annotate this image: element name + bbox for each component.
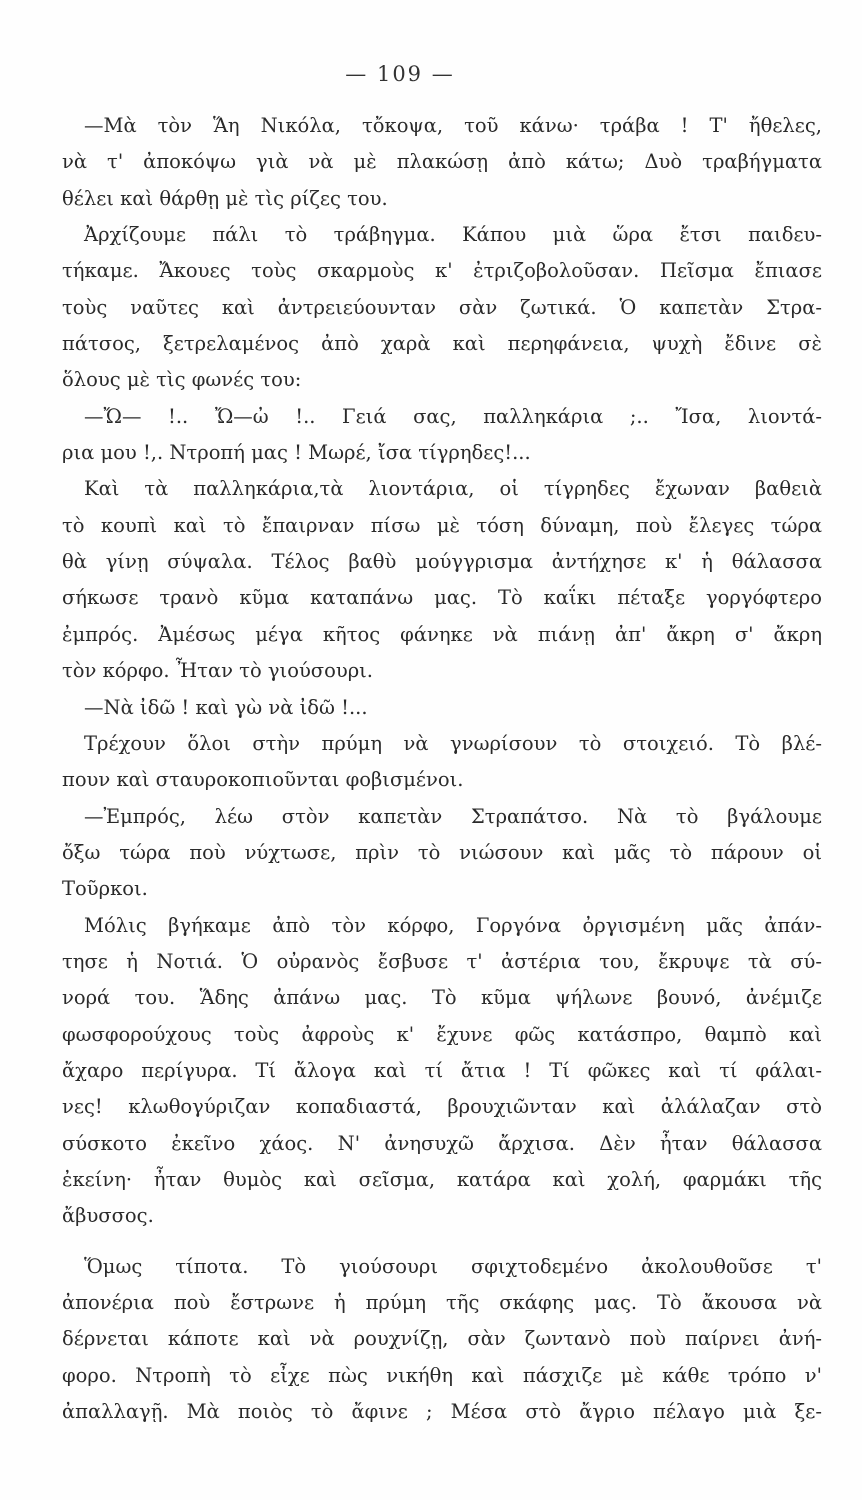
text-line: Καὶ τὰ παλληκάρια,τὰ λιοντάρια, οἱ τίγρηδες ἔχωναν βαθειὰ bbox=[84, 477, 822, 501]
text-line: ἀπαλλαγῇ. Μὰ ποιὸς τὸ ἄφινε ; Μέσα στὸ ἄγριο πέλαγο μιὰ ξε- bbox=[62, 1400, 822, 1424]
text-line: θὰ γίνῃ σύψαλα. Τέλος βαθὺ μούγγρισμα ἀντήχησε κ' ἡ θάλασσα bbox=[62, 550, 822, 574]
text-line: Ὅμως τίποτα. Τὸ γιούσουρι σφιχτοδεμένο ἀκολουθοῦσε τ' bbox=[84, 1254, 822, 1278]
text-line: —Νὰ ἰδῶ ! καὶ γὼ νὰ ἰδῶ !... bbox=[84, 695, 368, 719]
text-line: ἄβυσσος. bbox=[62, 1204, 154, 1228]
text-line: Ἀρχίζουμε πάλι τὸ τράβηγμα. Κάπου μιὰ ὥρα ἔτσι παιδευ- bbox=[84, 223, 822, 247]
text-line: ἀπονέρια ποὺ ἔστρωνε ἡ πρύμη τῆς σκάφης μας. Τὸ ἄκουσα νὰ bbox=[62, 1291, 822, 1314]
text-line: πουν καὶ σταυροκοπιοῦνται φοβισμένοι. bbox=[62, 768, 464, 792]
text-line: —Μὰ τὸν Ἅη Νικόλα, τὄκοψα, τοῦ κάνω· τράβα ! Τ' ἤθελες, bbox=[84, 114, 822, 137]
text-line: τὸ κουπὶ καὶ τὸ ἔπαιρναν πίσω μὲ τόση δύναμη, ποὺ ἔλεγες τώρα bbox=[62, 513, 822, 537]
text-line: —Ἐμπρός, λέω στὸν καπετὰν Στραπάτσο. Νὰ τὸ βγάλουμε bbox=[84, 804, 822, 828]
text-line: ὅλους μὲ τὶς φωνές του: bbox=[62, 368, 302, 392]
paragraph-gap bbox=[62, 1235, 822, 1249]
page-number: — 109 — bbox=[345, 62, 455, 86]
text-line: Μόλις βγήκαμε ἀπὸ τὸν κόρφο, Γοργόνα ὀργισμένη μᾶς ἀπάν- bbox=[84, 913, 822, 937]
text-line: τοὺς ναῦτες καὶ ἀντρειεύουνταν σὰν ζωτικά. Ὁ καπετὰν Στρα- bbox=[62, 295, 822, 319]
text-line: ἐμπρός. Ἀμέσως μέγα κῆτος φάνηκε νὰ πιάνῃ ἀπ' ἄκρη σ' ἄκρη bbox=[62, 622, 822, 646]
text-line: πάτσος, ξετρελαμένος ἀπὸ χαρὰ καὶ περηφάνεια, ψυχὴ ἔδινε σὲ bbox=[62, 332, 822, 356]
body-text bbox=[62, 108, 822, 1430]
text-line: ὄξω τώρα ποὺ νύχτωσε, πρὶν τὸ νιώσουν καὶ μᾶς τὸ πάρουν οἱ bbox=[62, 840, 822, 864]
text-line: νες! κλωθογύριζαν κοπαδιαστά, βρουχιῶνταν καὶ ἀλάλαζαν στὸ bbox=[62, 1095, 822, 1119]
text-line: σύσκοτο ἐκεῖνο χάος. Ν' ἀνησυχῶ ἄρχισα. Δὲν ἦταν θάλασσα bbox=[62, 1131, 822, 1155]
text-line: Τρέχουν ὅλοι στὴν πρύμη νὰ γνωρίσουν τὸ στοιχειό. Τὸ βλέ- bbox=[84, 731, 822, 755]
text-line: ἄχαρο περίγυρα. Τί ἄλογα καὶ τί ἄτια ! Τί φῶκες καὶ τί φάλαι- bbox=[62, 1058, 822, 1082]
text-line: —Ὤ— !.. Ὤ—ὠ !.. Γειά σας, παλληκάρια ;.. Ἴσα, λιοντά- bbox=[84, 404, 822, 428]
text-line: τὸν κόρφο. Ἦταν τὸ γιούσουρι. bbox=[62, 659, 374, 683]
text-line: Τοῦρκοι. bbox=[62, 877, 148, 901]
text-line: θέλει καὶ θάρθῃ μὲ τὶς ρίζες του. bbox=[62, 186, 388, 210]
text-line: τήκαμε. Ἄκουες τοὺς σκαρμοὺς κ' ἐτριζοβολοῦσαν. Πεῖσμα ἔπιασε bbox=[62, 259, 822, 283]
text-line: ρια μου !,. Ντροπή μας ! Μωρέ, ἴσα τίγρηδες!... bbox=[62, 441, 531, 465]
text-line: ἐκείνη· ἦταν θυμὸς καὶ σεῖσμα, κατάρα καὶ χολή, φαρμάκι τῆς bbox=[62, 1167, 822, 1191]
text-line: νορά του. Ἅδης ἀπάνω μας. Τὸ κῦμα ψήλωνε βουνό, ἀνέμιζε bbox=[62, 986, 822, 1010]
text-line: φορο. Ντροπὴ τὸ εἶχε πὼς νικήθη καὶ πάσχιζε μὲ κάθε τρόπο ν' bbox=[62, 1363, 822, 1387]
text-line: νὰ τ' ἀποκόψω γιὰ νὰ μὲ πλακώσῃ ἀπὸ κάτω; Δυὸ τραβήγματα bbox=[62, 150, 822, 174]
text-line: φωσφορούχους τοὺς ἀφροὺς κ' ἔχυνε φῶς κατάσπρο, θαμπὸ καὶ bbox=[62, 1022, 822, 1046]
text-line: σήκωσε τρανὸ κῦμα καταπάνω μας. Τὸ καΐκι πέταξε γοργόφτερο bbox=[62, 586, 822, 610]
text-line: τησε ἡ Νοτιά. Ὁ οὐρανὸς ἔσβυσε τ' ἀστέρια του, ἔκρυψε τὰ σύ- bbox=[62, 949, 822, 973]
text-line: δέρνεται κάποτε καὶ νὰ ρουχνίζῃ, σὰν ζωντανὸ ποὺ παίρνει ἀνή- bbox=[62, 1327, 822, 1351]
